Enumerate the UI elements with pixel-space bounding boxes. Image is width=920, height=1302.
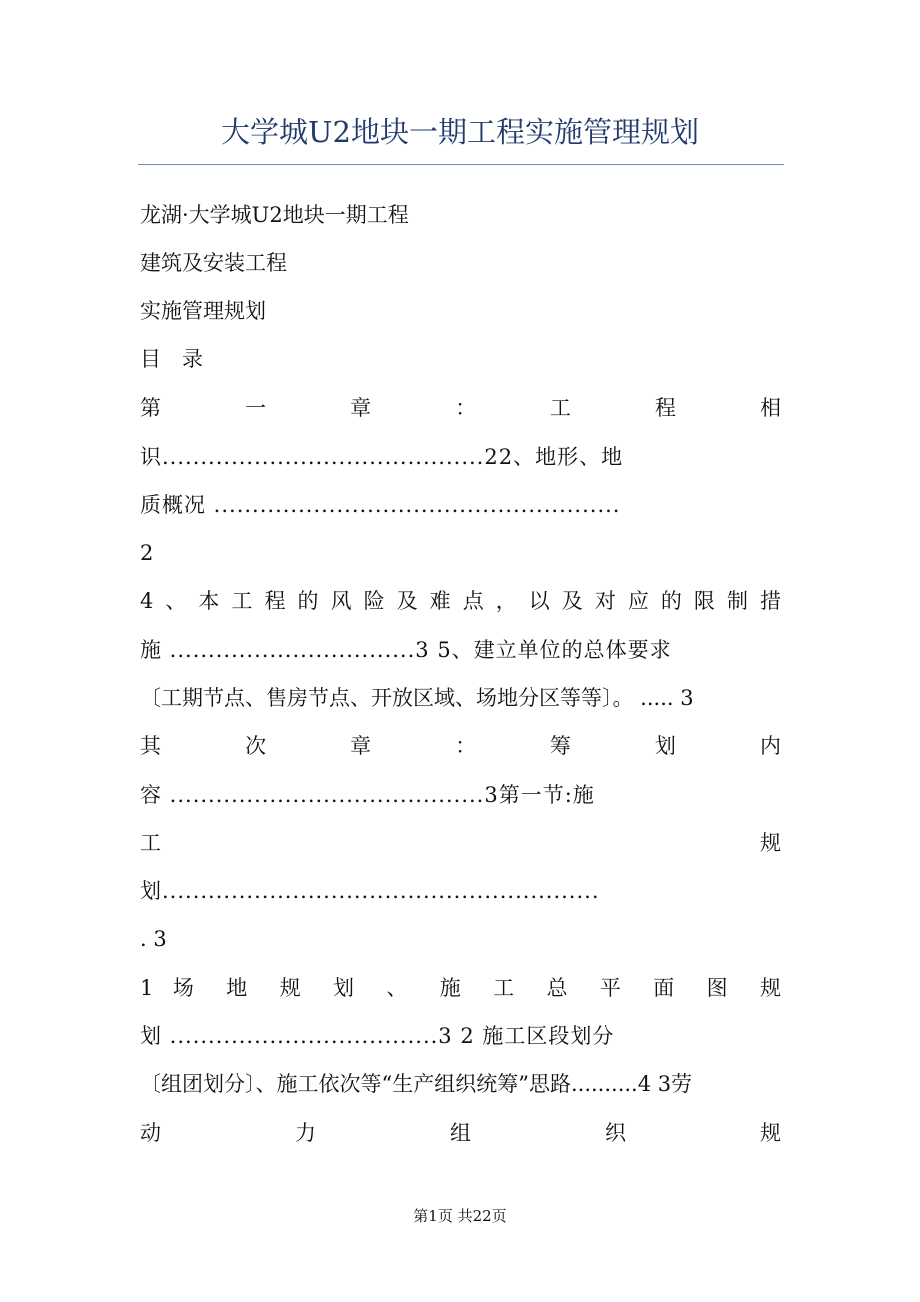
toc-line-chapter-1 — [140, 393, 781, 423]
toc-line-chapter-2: 其 次 章 ： 筹 划 内 — [140, 734, 781, 758]
text-line-1: 龙湖·大学城U2地块一期工程 — [140, 203, 409, 227]
text-line-2: 建筑及安装工程 — [140, 251, 287, 275]
title-underline — [138, 164, 784, 165]
toc-line-5: 4、本工程的风险及难点，以及对应的限制措 — [140, 589, 781, 613]
toc-line-14: 划 ...................................3 2 施工区段划分 — [140, 1024, 615, 1048]
toc-line-10: 工 规 — [140, 831, 781, 855]
toc-line-3: 质概况 ..................................................... — [140, 493, 621, 517]
page-footer: 第1页 共22页 — [413, 1207, 507, 1225]
toc-line-4: 2 — [140, 541, 154, 565]
toc-heading: 目 录 — [140, 347, 203, 371]
toc-line-7: 〔工期节点、售房节点、开放区域、场地分区等等〕。 ..... 3 — [140, 686, 694, 710]
toc-line-6: 施 ................................3 5、建立单位的总体要求 — [140, 638, 672, 662]
document-title: 大学城U2地块一期工程实施管理规划 — [221, 115, 699, 149]
toc-line-text: 第 一 章 ： 工 程 相 — [140, 396, 781, 420]
text-line-3: 实施管理规划 — [140, 299, 266, 323]
toc-line-2: 识..........................................22、地形、地 — [140, 445, 624, 469]
toc-line-15: 〔组团划分〕、施工依次等“生产组织统筹”思路..........4 3劳 — [140, 1072, 693, 1096]
toc-line-9: 容 .........................................3第一节:施 — [140, 783, 595, 807]
toc-line-12: . 3 — [140, 927, 167, 951]
toc-line-11: 划......................................................... — [140, 879, 600, 903]
toc-line-16: 动 力 组 织 规 — [140, 1121, 781, 1145]
toc-line-13: 1 场 地 规 划 、 施 工 总 平 面 图 规 — [140, 976, 781, 1000]
